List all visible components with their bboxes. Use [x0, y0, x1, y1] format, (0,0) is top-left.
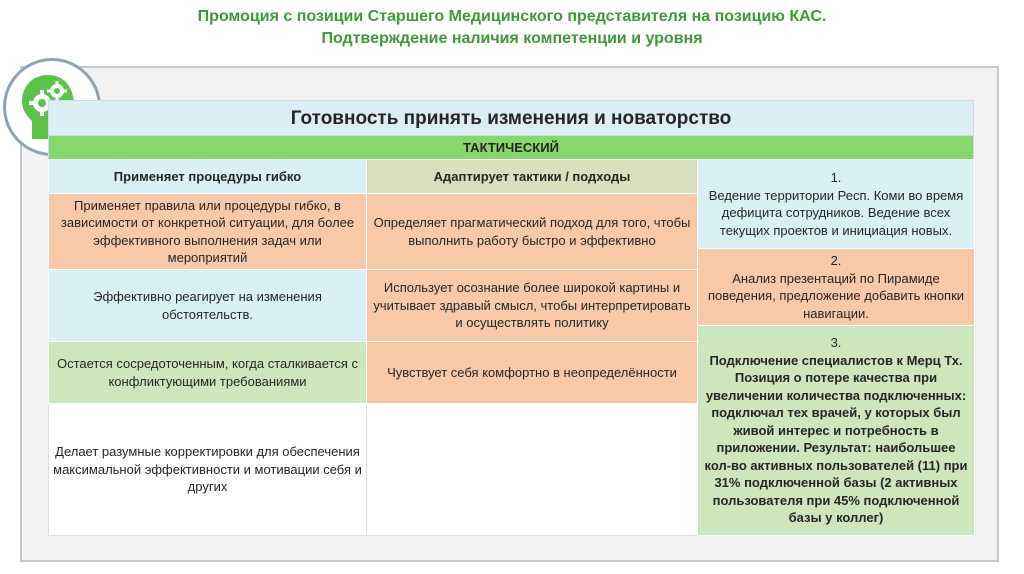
- col2-item-1: Определяет прагматический подход для того, чтобы выполнить работу быстро и эффективно: [367, 194, 698, 270]
- title-line-1: Промоция с позиции Старшего Медицинского представителя на позицию КАС.: [197, 8, 827, 25]
- col2-item-2: Использует осознание более широкой картины и учитывает здравый смысл, чтобы интерпретировать и осуществлять политику: [367, 270, 698, 342]
- example-text: Ведение территории Респ. Коми во время дефицита сотрудников. Ведение всех текущих проектов и инициация новых.: [708, 187, 964, 238]
- example-text: Подключение специалистов к Мерц Тх. Позиция о потере качества при увеличении количества подключенных: подключал тех врачей, у которых был живой интерес и потребность в приложении. Результат: наибольшее кол-во активных пользователей (11) при 31% подключенной базы (2 активных пользователя при 45% подключенной базы у коллег): [704, 352, 968, 526]
- example-2: [698, 249, 975, 326]
- col2-empty-cell: [367, 404, 698, 536]
- col1-item-4: Делает разумные корректировки для обеспечения максимальной эффективности и мотивации себя и других: [49, 404, 367, 536]
- competency-banner: Готовность принять изменения и новаторство: [48, 100, 974, 136]
- title-line-2: Подтверждение наличия компетенции и уровня: [321, 30, 703, 47]
- col2-item-3: Чувствует себя комфортно в неопределённости: [367, 342, 698, 404]
- page-title: [0, 6, 1024, 50]
- example-3: [698, 326, 975, 536]
- col2-header: Адаптирует тактики / подходы: [367, 160, 698, 194]
- competency-grid: [48, 159, 975, 536]
- competency-table: [48, 100, 974, 536]
- example-number: 3.: [830, 335, 842, 351]
- example-number: 1.: [830, 170, 842, 185]
- example-text: Анализ презентаций по Пирамиде поведения, предложение добавить кнопки навигации.: [707, 270, 965, 321]
- col1-header: Применяет процедуры гибко: [49, 160, 367, 194]
- level-header: ТАКТИЧЕСКИЙ: [48, 136, 974, 159]
- example-number: 2.: [830, 253, 842, 268]
- col1-item-3: Остается сосредоточенным, когда сталкивается с конфликтующими требованиями: [49, 342, 367, 404]
- example-1: [698, 160, 975, 249]
- col1-item-2: Эффективно реагирует на изменения обстоятельств.: [49, 270, 367, 342]
- col1-item-1: Применяет правила или процедуры гибко, в зависимости от конкретной ситуации, для более эффективного выполнения задач или мероприятий: [49, 194, 367, 270]
